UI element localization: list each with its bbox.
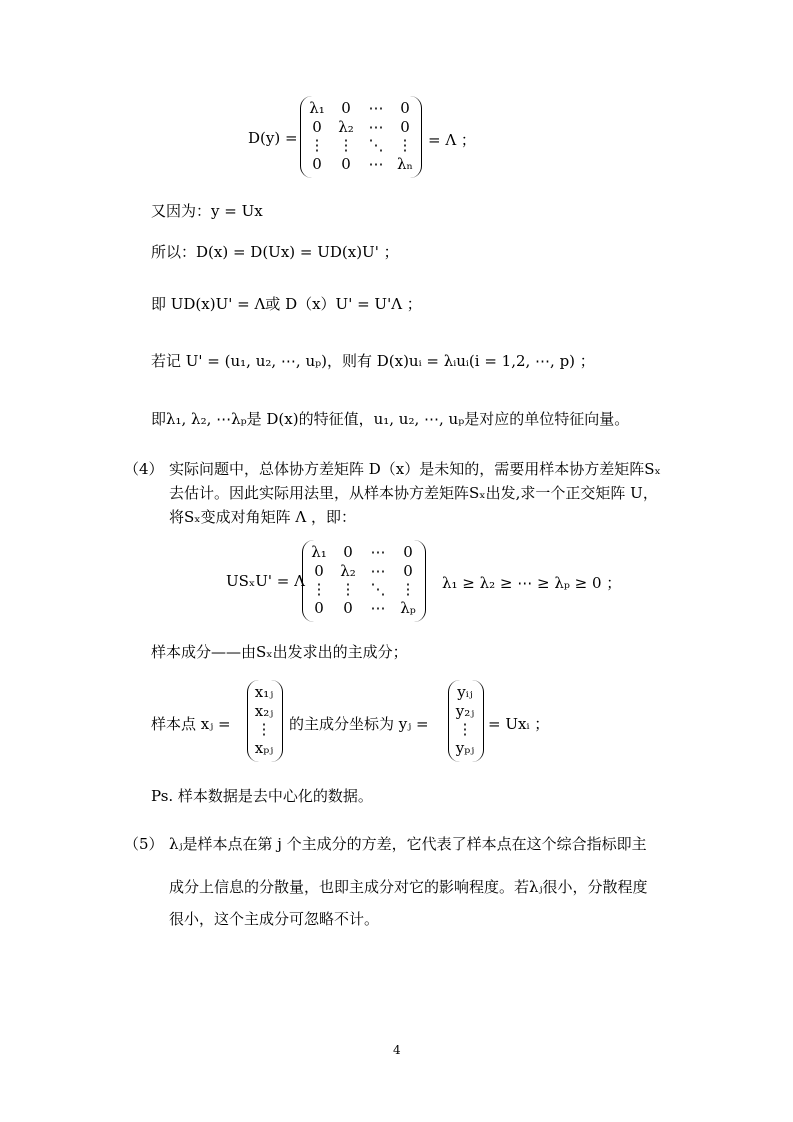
vector-y (448, 680, 484, 762)
item5-number: （5） (124, 835, 164, 853)
matrix-cell: 0 (400, 99, 410, 117)
matrix-cell: λ₁ (309, 99, 325, 117)
matrix-cell: 0 (312, 118, 322, 136)
matrix-cell: ⋯ (368, 118, 384, 136)
matrix-cell: 0 (341, 155, 351, 173)
matrix-lambda (300, 96, 422, 178)
item4-line-2: 去估计。因此实际用法里，从样本协方差矩阵Sₓ出发,求一个正交矩阵 U， (169, 484, 658, 502)
matrix-cell: 0 (314, 562, 324, 580)
matrix-cell: ⋮ (400, 580, 416, 598)
vector-cell: x₁ⱼ (254, 683, 274, 701)
matrix-cell: ⋮ (309, 136, 325, 154)
vector-cell: xₚⱼ (254, 739, 274, 757)
sample-point-label: 样本点 xⱼ = (151, 715, 231, 733)
matrix-cell: ⋯ (368, 155, 384, 173)
matrix-cell: 0 (400, 118, 410, 136)
matrix-cell: λₙ (397, 155, 413, 173)
matrix-cell: λ₁ (311, 543, 327, 561)
matrix-cell: ⋯ (370, 562, 386, 580)
item4-line-3: 将Sₓ变成对角矩阵 Λ ，即： (169, 508, 357, 526)
item4-line-1: 实际问题中，总体协方差矩阵 D（x）是未知的，需要用样本协方差矩阵Sₓ (169, 460, 661, 478)
eq-D-rhs: = Λ ； (428, 131, 476, 149)
item5-line-1: λⱼ是样本点在第 j 个主成分的方差，它代表了样本点在这个综合指标即主 (169, 835, 647, 853)
item5-line-3: 很小，这个主成分可忽略不计。 (169, 910, 380, 928)
matrix-cell: 0 (343, 543, 353, 561)
eq-US-lhs: USₓU' = Λ (226, 572, 305, 590)
vector-cell: ⋮ (256, 720, 272, 738)
line-ps: Ps. 样本数据是去中心化的数据。 (151, 787, 373, 805)
line-because: 又因为：y = Ux (151, 202, 263, 220)
matrix-cell: ⋯ (368, 99, 384, 117)
vector-cell: y₂ⱼ (455, 702, 475, 720)
sample-rhs: = Uxᵢ ； (488, 715, 550, 733)
matrix-cell: ⋯ (370, 543, 386, 561)
matrix-cell: 0 (314, 599, 324, 617)
eq-D-lhs: D(y) = (248, 129, 298, 147)
eq-US-rhs: λ₁ ≥ λ₂ ≥ ⋯ ≥ λₚ ≥ 0 ； (442, 574, 622, 592)
matrix-cell: 0 (343, 599, 353, 617)
line-eigen: 即λ₁, λ₂, ⋯λₚ是 D(x)的特征值，u₁, u₂, ⋯, uₚ是对应的单位特征向量。 (151, 410, 630, 428)
vector-cell: yₚⱼ (455, 739, 475, 757)
matrix-cell: 0 (341, 99, 351, 117)
line-so: 所以：D(x) = D(Ux) = UD(x)U' ； (151, 243, 399, 261)
matrix-cell: λₚ (400, 599, 416, 617)
vector-cell: yᵢⱼ (457, 683, 473, 701)
line-if: 若记 U' = (u₁, u₂, ⋯, uₚ)，则有 D(x)uᵢ = λᵢuᵢ(i = 1,2, ⋯, p) ； (151, 352, 595, 370)
matrix-cell: ⋱ (368, 136, 384, 154)
vector-cell: ⋮ (457, 720, 473, 738)
matrix-cell: ⋯ (370, 599, 386, 617)
sample-mid-text: 的主成分坐标为 yⱼ = (289, 715, 429, 733)
matrix-cell: ⋮ (340, 580, 356, 598)
matrix-cell: ⋮ (338, 136, 354, 154)
matrix-cell: λ₂ (338, 118, 354, 136)
matrix-cell: 0 (312, 155, 322, 173)
matrix-cell: ⋮ (397, 136, 413, 154)
line-sample-component: 样本成分——由Sₓ出发求出的主成分； (151, 643, 408, 661)
vector-x (247, 680, 283, 762)
matrix-cell: 0 (403, 562, 413, 580)
matrix-cell: 0 (403, 543, 413, 561)
item4-number: （4） (124, 460, 164, 478)
matrix-cell: λ₂ (340, 562, 356, 580)
matrix-lambda-p (302, 540, 426, 622)
matrix-cell: ⋱ (370, 580, 386, 598)
matrix-cell: ⋮ (311, 580, 327, 598)
page-number: 4 (393, 1043, 401, 1057)
line-ie: 即 UD(x)U' = Λ或 D（x）U' = U'Λ ； (151, 295, 422, 313)
item5-line-2: 成分上信息的分散量，也即主成分对它的影响程度。若λⱼ很小，分散程度 (169, 878, 648, 896)
vector-cell: x₂ⱼ (254, 702, 274, 720)
